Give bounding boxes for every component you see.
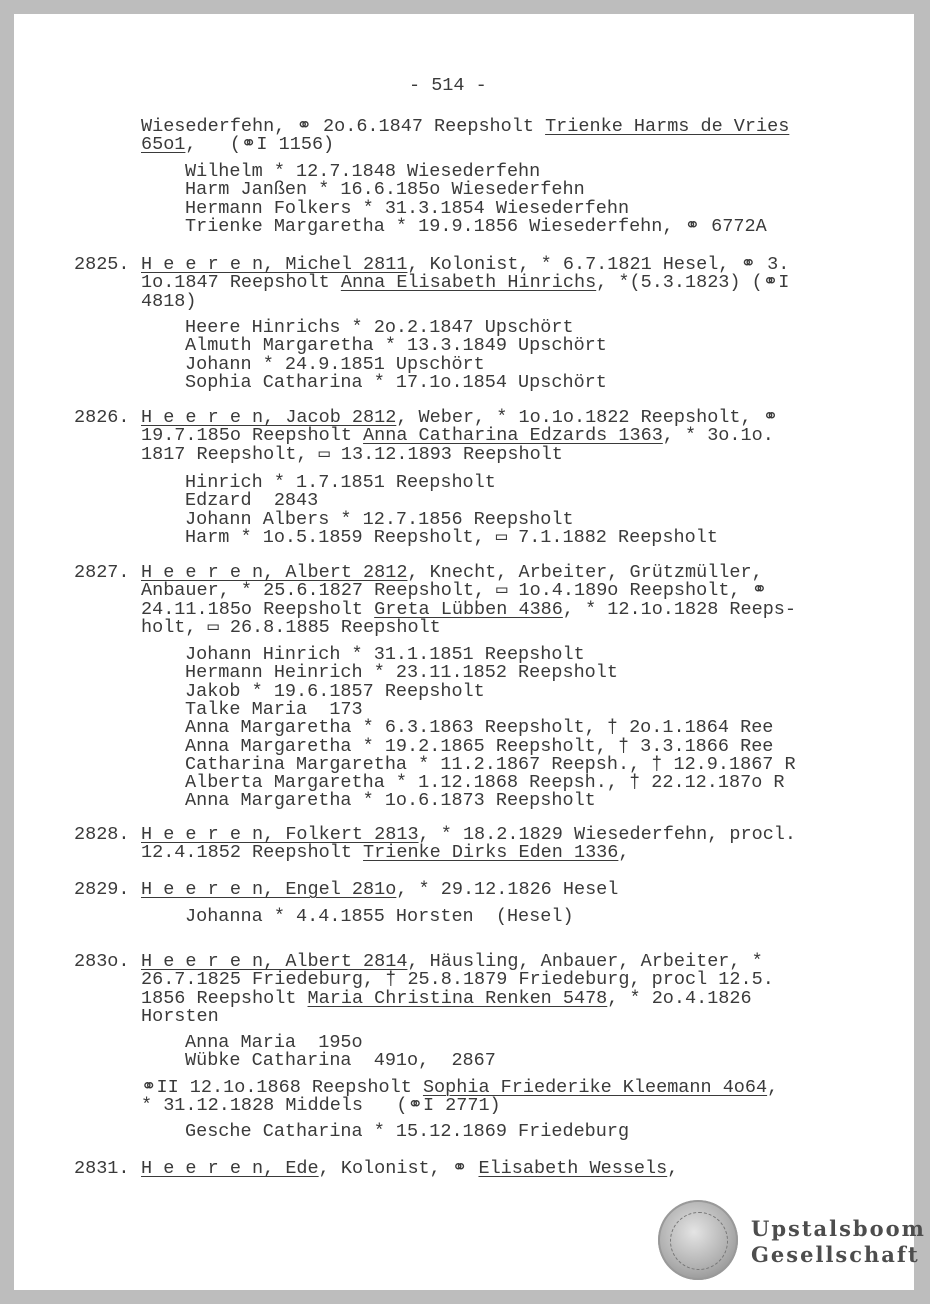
- entry-text-line: 19.7.185o Reepsholt Anna Catharina Edzards 1363, * 3o.1o.: [141, 425, 774, 447]
- entry-text-line: H e e r e n, Albert 2814, Häusling, Anbauer, Arbeiter, *: [141, 951, 763, 972]
- entry-text-line: H e e r e n, Michel 2811, Kolonist, * 6.7.1821 Hesel, ⚭ 3.: [141, 254, 790, 275]
- child-entry: Johann Albers * 12.7.1856 Reepsholt: [185, 508, 574, 530]
- logo-text-line1: Upstalsboom: [751, 1216, 926, 1241]
- entry-text-line: H e e r e n, Albert 2812, Knecht, Arbeiter, Grützmüller,: [141, 562, 763, 583]
- entry-number: 283o.: [74, 951, 130, 972]
- entry-text-line: H e e r e n, Engel 281o, * 29.12.1826 Hesel: [141, 879, 619, 900]
- child-entry: Harm * 1o.5.1859 Reepsholt, ▭ 7.1.1882 Reepsholt: [185, 526, 718, 548]
- entry-text-line: 4818): [141, 290, 197, 312]
- child-entry: Almuth Margaretha * 13.3.1849 Upschört: [185, 335, 607, 357]
- entry-text-line: 65o1, (⚭I 1156): [141, 134, 335, 156]
- child-entry: Catharina Margaretha * 11.2.1867 Reepsh., † 12.9.1867 R: [185, 753, 796, 775]
- entry-text-line: 1o.1847 Reepsholt Anna Elisabeth Hinrichs, *(5.3.1823) (⚭I: [141, 272, 790, 294]
- child-entry: Wilhelm * 12.7.1848 Wiesederfehn: [185, 161, 541, 182]
- entry-text-line: holt, ▭ 26.8.1885 Reepsholt: [141, 616, 441, 638]
- entry-text-line: 1856 Reepsholt Maria Christina Renken 5478, * 2o.4.1826: [141, 987, 752, 1009]
- child-entry: Anna Margaretha * 19.2.1865 Reepsholt, † 3.3.1866 Ree: [185, 735, 774, 757]
- child-entry: Trienke Margaretha * 19.9.1856 Wiesederfehn, ⚭ 6772A: [185, 215, 767, 237]
- logo-text-line2: Gesellschaft: [751, 1242, 920, 1267]
- entry-number: 2828.: [74, 824, 130, 845]
- entry-text-line: ⚭II 12.1o.1868 Reepsholt Sophia Friederike Kleemann 4o64,: [141, 1077, 779, 1098]
- child-entry: Wübke Catharina 491o, 2867: [185, 1050, 496, 1072]
- entry-text-line: Wiesederfehn, ⚭ 2o.6.1847 Reepsholt Trienke Harms de Vries: [141, 116, 790, 137]
- entry-text-line: Horsten: [141, 1005, 219, 1027]
- entry-text-line: H e e r e n, Jacob 2812, Weber, * 1o.1o.1822 Reepsholt, ⚭: [141, 407, 779, 428]
- entry-text-line: 12.4.1852 Reepsholt Trienke Dirks Eden 1336,: [141, 842, 630, 864]
- page-number: - 514 -: [409, 75, 487, 96]
- child-entry: Harm Janßen * 16.6.185o Wiesederfehn: [185, 179, 585, 201]
- entry-text-line: H e e r e n, Folkert 2813, * 18.2.1829 Wiesederfehn, procl.: [141, 824, 797, 845]
- entry-number: 2831.: [74, 1158, 130, 1179]
- entry-number: 2829.: [74, 879, 130, 900]
- entry-number: 2827.: [74, 562, 130, 583]
- child-entry: Hermann Heinrich * 23.11.1852 Reepsholt: [185, 662, 618, 684]
- child-entry: Johanna * 4.4.1855 Horsten (Hesel): [185, 906, 574, 927]
- child-entry: Anna Margaretha * 6.3.1863 Reepsholt, † 2o.1.1864 Ree: [185, 717, 774, 739]
- child-entry: Talke Maria 173: [185, 698, 363, 720]
- seal-logo-icon: [658, 1200, 738, 1280]
- child-entry: Hinrich * 1.7.1851 Reepsholt: [185, 472, 496, 493]
- entry-text-line: Anbauer, * 25.6.1827 Reepsholt, ▭ 1o.4.189o Reepsholt, ⚭: [141, 580, 768, 602]
- child-entry: Sophia Catharina * 17.1o.1854 Upschört: [185, 371, 607, 393]
- child-entry: Edzard 2843: [185, 490, 319, 512]
- entry-text-line: 24.11.185o Reepsholt Greta Lübben 4386, * 12.1o.1828 Reeps-: [141, 598, 797, 620]
- child-entry: Jakob * 19.6.1857 Reepsholt: [185, 680, 485, 702]
- entry-text-line: 26.7.1825 Friedeburg, † 25.8.1879 Friedeburg, procl 12.5.: [141, 969, 774, 991]
- child-entry: Johann * 24.9.1851 Upschört: [185, 353, 485, 375]
- entry-number: 2825.: [74, 254, 130, 275]
- document-page: [14, 14, 926, 1290]
- child-entry: Anna Maria 195o: [185, 1032, 363, 1053]
- child-entry: Gesche Catharina * 15.12.1869 Friedeburg: [185, 1121, 630, 1142]
- child-entry: Alberta Margaretha * 1.12.1868 Reepsh., † 22.12.187o R: [185, 772, 785, 794]
- entry-text-line: H e e r e n, Ede, Kolonist, ⚭ Elisabeth Wessels,: [141, 1158, 679, 1179]
- child-entry: Anna Margaretha * 1o.6.1873 Reepsholt: [185, 790, 596, 812]
- child-entry: Johann Hinrich * 31.1.1851 Reepsholt: [185, 644, 585, 665]
- entry-text-line: * 31.12.1828 Middels (⚭I 2771): [141, 1095, 501, 1117]
- child-entry: Hermann Folkers * 31.3.1854 Wiesederfehn: [185, 197, 630, 219]
- entry-number: 2826.: [74, 407, 130, 428]
- child-entry: Heere Hinrichs * 2o.2.1847 Upschört: [185, 317, 574, 338]
- entry-text-line: 1817 Reepsholt, ▭ 13.12.1893 Reepsholt: [141, 443, 563, 465]
